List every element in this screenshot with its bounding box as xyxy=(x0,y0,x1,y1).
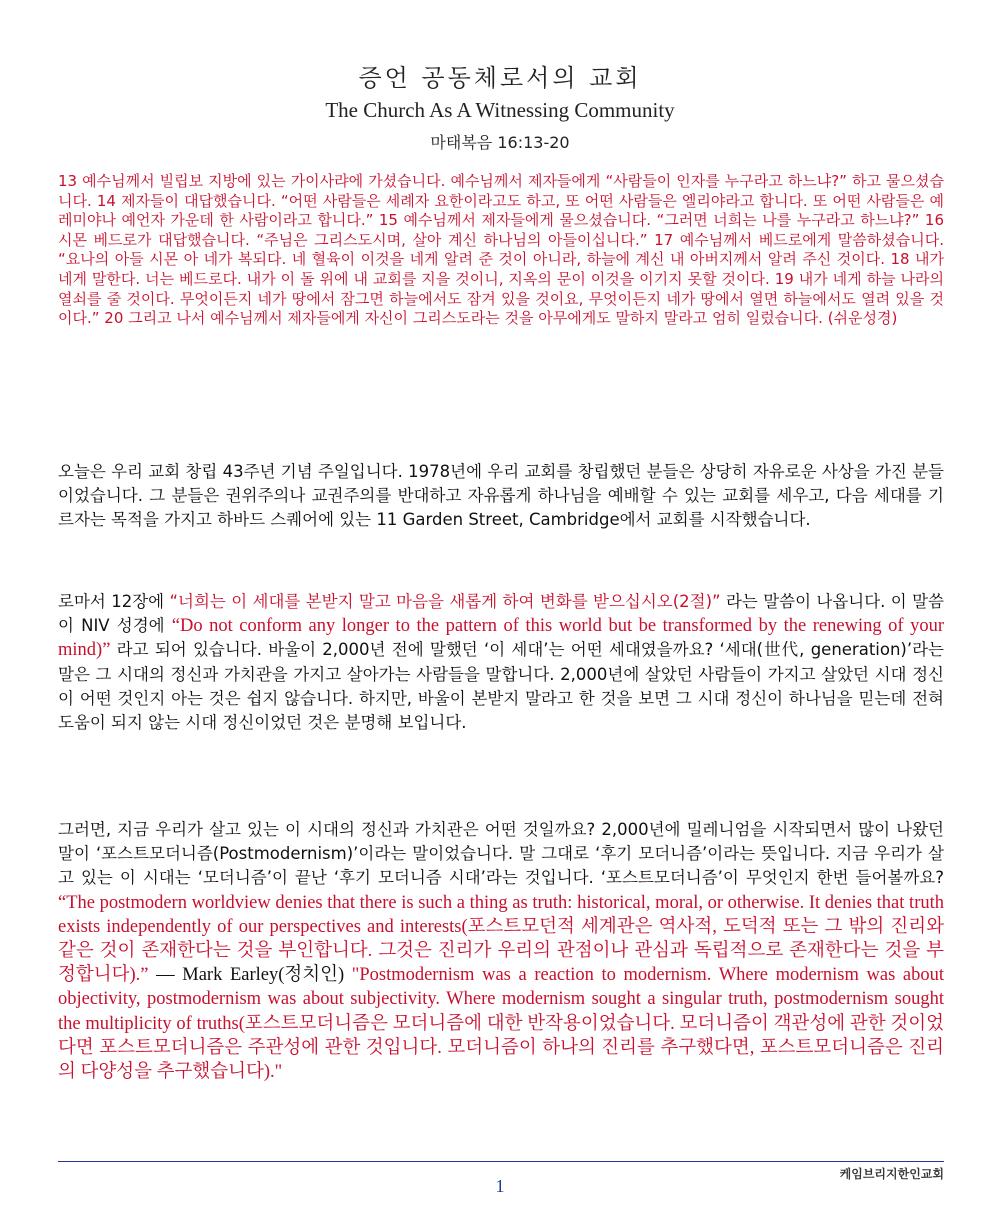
generation-text: 라고 되어 있습니다. 바울이 2,000년 전에 말했던 ‘이 세대’는 어떤 세대였을까요? ‘세대(世代, generation)’라는 말은 그 시대의 정신과 가치관을 가지고 살아가는 사람들을 말합니다. 2,000년에 살았던 사람들이 가지고 살았던 시대 정신이 어떤 것인지 아는 것은 쉽지 않습니다. 하지만, 바울이 본받지 말라고 한 것을 보면 그 시대 정신이 하나님을 믿는데 전혀 도움이 되지 않는 시대 정신이었던 것은 분명해 보입니다. xyxy=(58,640,944,733)
quote-attribution: — Mark Earley(정치인) xyxy=(148,965,352,986)
paragraph-anniversary: 오늘은 우리 교회 창립 43주년 기념 주일입니다. 1978년에 우리 교회를 창립했던 분들은 상당히 자유로운 사상을 가진 분들이었습니다. 그 분들은 권위주의나 교권주의를 반대하고 자유롭게 하나님을 예배할 수 있는 교회를 세우고, 다음 세대를 기르자는 목적을 가지고 하바드 스퀘어에 있는 11 Garden Street, Cambridge에서 교회를 시작했습니다. xyxy=(58,462,944,530)
church-name: 케임브리지한인교회 xyxy=(839,1167,944,1181)
niv-intro-text: 라는 말씀이 나옵니다. 이 말씀이 NIV 성경에 xyxy=(58,592,944,636)
postmodernism-reaction-quote: "Postmodernism was a reaction to modernism. Where modernism was about objectivity, postmodernism was about subjectivity. Where modernism sought a singular truth, postmodernism sought the multiplicity of truths(포스트모더니즘은 모더니즘에 대한 반작용이었습니다. 모더니즘이 객관성에 관한 것이었다면 포스트모더니즘은 주관성에 관한 것입니다. 모더니즘이 하나의 진리를 추구했다면, 포스트모더니즘은 진리의 다양성을 추구했습니다)." xyxy=(58,965,944,1083)
postmodern-worldview-quote: “The postmodern worldview denies that there is such a thing as truth: historical, moral, or otherwise. It denies that truth exists independently of our perspectives and interests(포스트모던적 세계관은 역사적, 도덕적 또는 그 밖의 진리와 같은 것이 존재한다는 것을 부인합니다. 그것은 진리가 우리의 관점이나 관심과 독립적으로 존재한다는 것을 부정합니다).” xyxy=(58,892,944,986)
romans-quote-korean: “너희는 이 세대를 본받지 말고 마음을 새롭게 하여 변화를 받으십시오(2절)” xyxy=(169,592,721,611)
sermon-title-english: The Church As A Witnessing Community xyxy=(325,98,675,122)
postmodernism-intro-text: 그러면, 지금 우리가 살고 있는 이 시대의 정신과 가치관은 어떤 것일까요? 2,000년에 밀레니엄을 시작되면서 많이 나왔던 말이 ‘포스트모더니즘(Postmodernism)’이라는 말이었습니다. 말 그대로 ‘후기 모더니즘’이라는 뜻입니다. 지금 우리가 살고 있는 이 시대는 ‘모더니즘’이 끝난 ‘후기 모더니즘 시대’라는 것입니다. ‘포스트모더니즘’이 무엇인지 한번 들어볼까요? xyxy=(58,820,944,888)
romans-intro-text: 로마서 12장에 xyxy=(58,592,170,611)
scripture-passage: 13 예수님께서 빌립보 지방에 있는 가이사랴에 가셨습니다. 예수님께서 제자들에게 “사람들이 인자를 누구라고 하느냐?” 하고 물으셨습니다. 14 제자들이 대답했습니다. “어떤 사람들은 세례자 요한이라고도 하고, 또 어떤 사람들은 엘리야라고 합니다. 또 어떤 사람들은 예레미야나 예언자 가운데 한 사람이라고 합니다.” 15 예수님께서 제자들에게 물으셨습니다. “그러면 너희는 나를 누구라고 하느냐?” 16 시몬 베드로가 대답했습니다. “주님은 그리스도시며, 살아 계신 하나님의 아들이십니다.” 17 예수님께서 베드로에게 말씀하셨습니다. “요나의 아들 시몬 아 네가 복되다. 네 혈육이 이것을 네게 알려 준 것이 아니라, 하늘에 계신 내 아버지께서 알려 주신 것이다. 18 내가 네게 말한다. 너는 베드로다. 내가 이 돌 위에 내 교회를 지을 것이니, 지옥의 문이 이것을 이기지 못할 것이다. 19 내가 네게 하늘 나라의 열쇠를 줄 것이다. 무엇이든지 네가 땅에서 잠그면 하늘에서도 잠겨 있을 것이요, 무엇이든지 네가 땅에서 열면 하늘에서도 열려 있을 것이다.” 20 그리고 나서 예수님께서 제자들에게 자신이 그리스도라는 것을 아무에게도 말하지 말라고 엄히 일렀습니다. (쉬운성경) xyxy=(58,172,944,328)
page-number: 1 xyxy=(495,1176,505,1196)
sermon-title-korean: 증언 공동체로서의 교회 xyxy=(358,64,642,92)
paragraph-postmodernism xyxy=(58,818,944,1084)
niv-quote-english: “Do not conform any longer to the pattern of this world but be transformed by the renewing of your mind)” xyxy=(58,616,944,661)
paragraph-romans xyxy=(58,590,944,735)
scripture-reference: 마태복음 16:13-20 xyxy=(430,133,570,152)
footer-divider xyxy=(58,1161,944,1162)
